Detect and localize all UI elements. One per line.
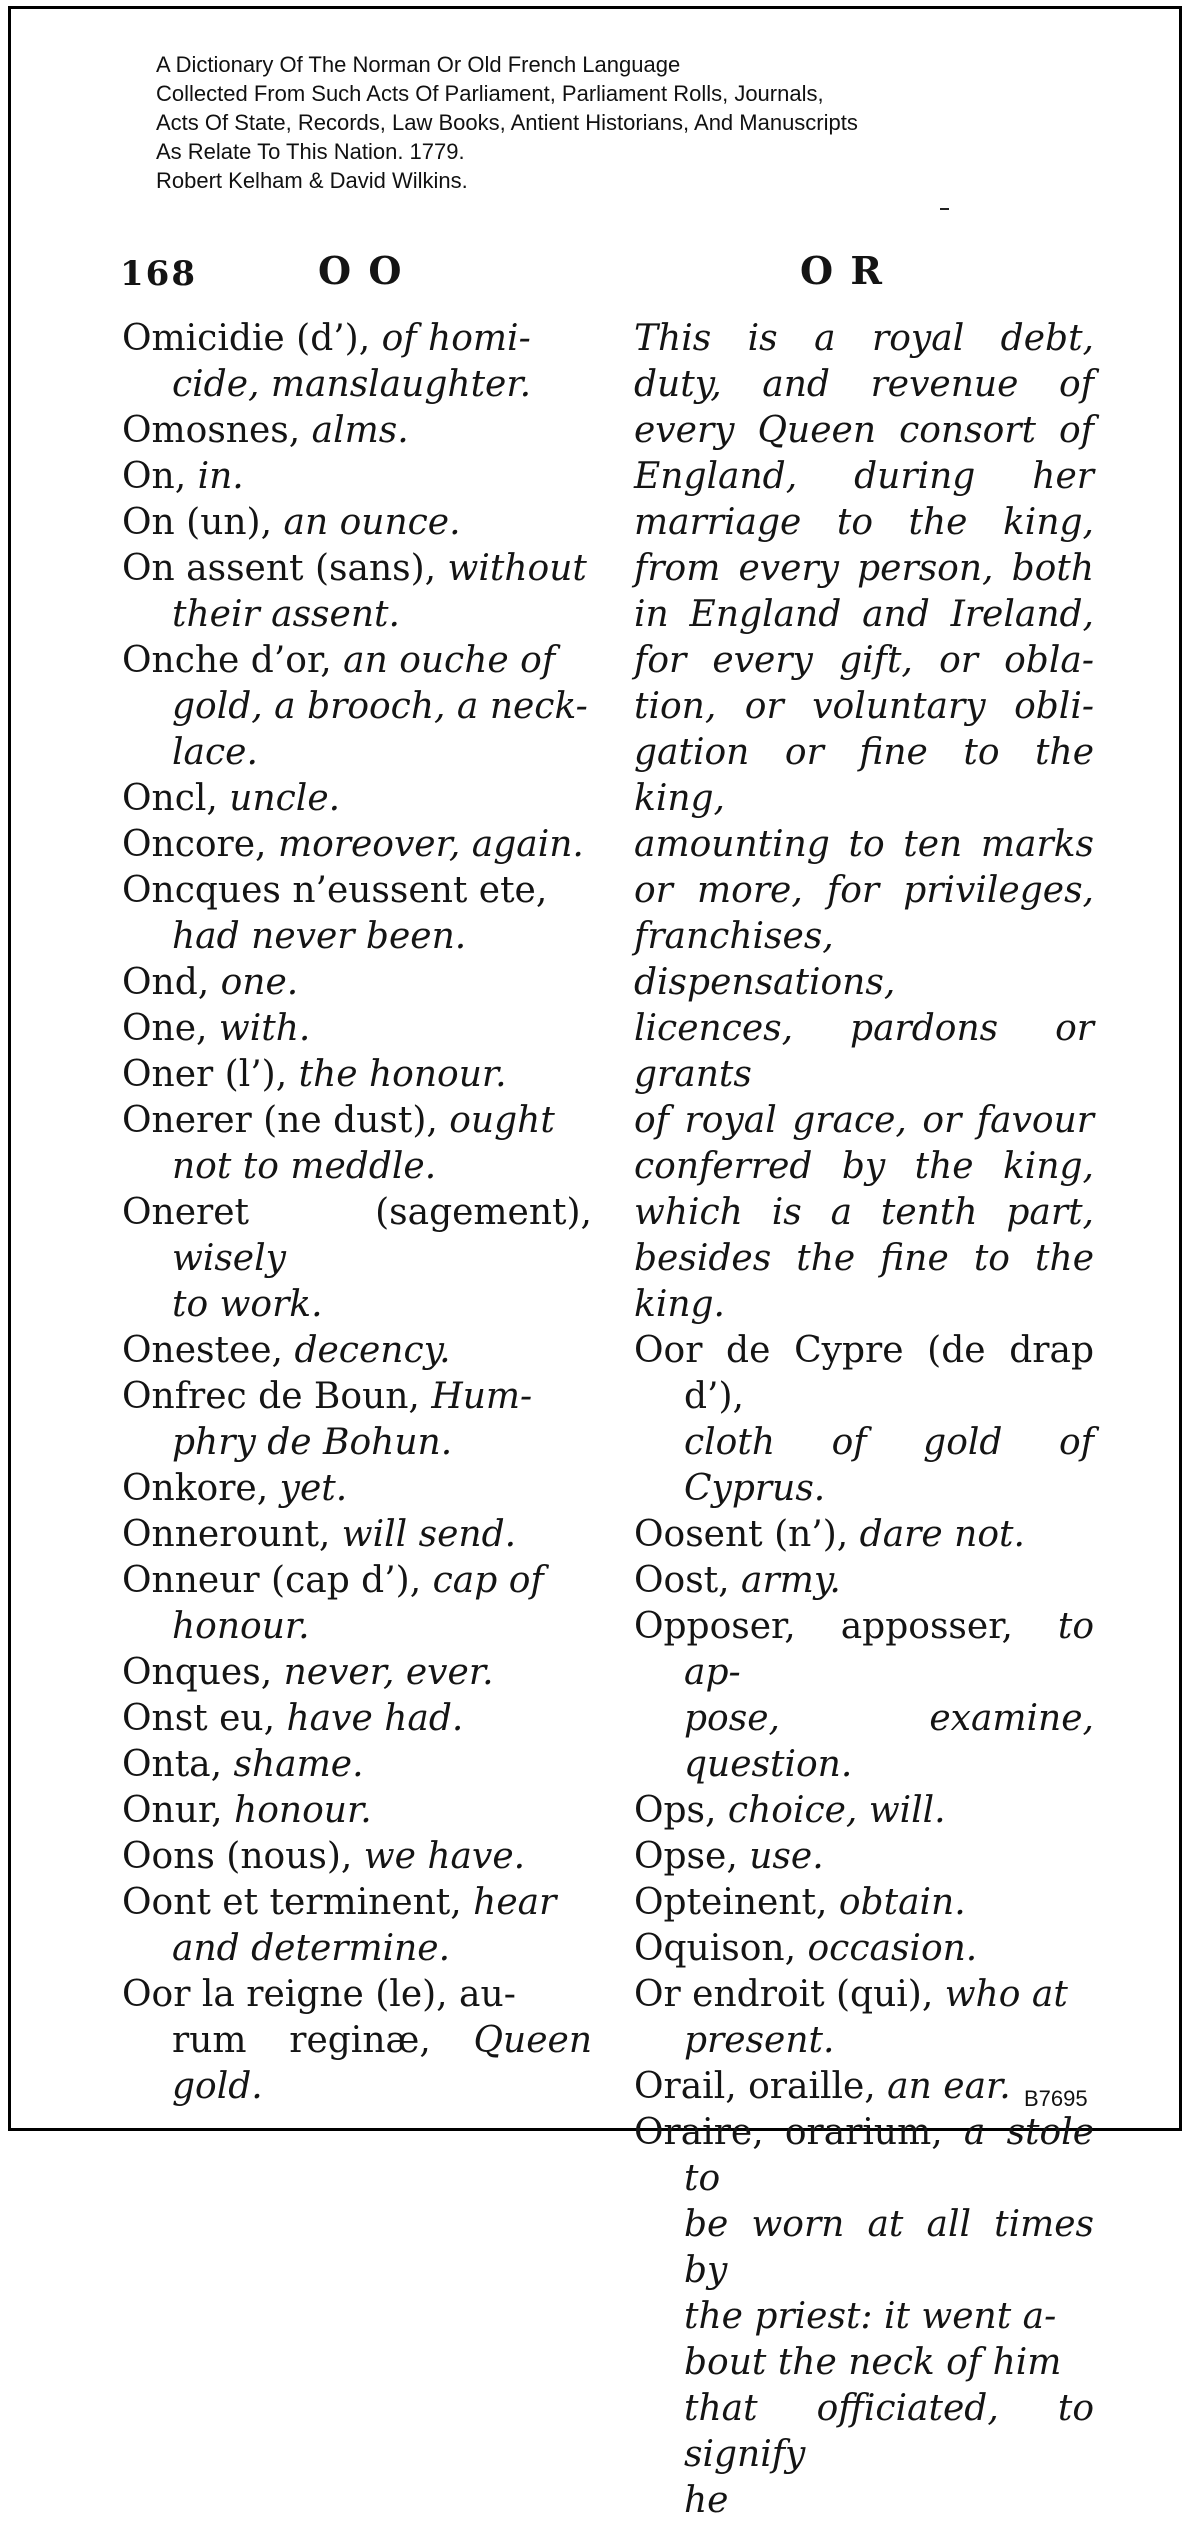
running-head-right: O R xyxy=(800,248,884,293)
entry-headword: On assent (sans), xyxy=(122,548,437,589)
running-head-left: O O xyxy=(318,248,404,293)
entry-gloss: in. xyxy=(186,456,244,497)
entry-gloss: uncle. xyxy=(217,778,341,819)
dictionary-entry xyxy=(122,1512,592,1558)
entry-headword: Or endroit (qui), xyxy=(634,1974,934,2015)
entry-headword: Omosnes, xyxy=(122,410,301,451)
entry-gloss: an ouche of gold, a brooch, a neck- lace. xyxy=(172,640,588,773)
entry-gloss: will send. xyxy=(330,1514,517,1555)
entry-gloss: an ear. xyxy=(875,2066,1011,2107)
header-subtitle-line: Acts Of State, Records, Law Books, Antient Historians, And Manuscripts xyxy=(156,110,858,135)
entry-headword: Oont et terminent, xyxy=(122,1882,462,1923)
entry-gloss: one. xyxy=(209,962,299,1003)
entry-gloss: dare not. xyxy=(848,1514,1025,1555)
entry-headword: Oor la reigne (le), au- rum reginæ, xyxy=(122,1974,516,2061)
entry-gloss: have had. xyxy=(275,1698,464,1739)
entry-gloss: choice, will. xyxy=(716,1790,946,1831)
entry-gloss: with. xyxy=(207,1008,311,1049)
dictionary-entry xyxy=(122,960,592,1006)
entry-headword: Onnerount, xyxy=(122,1514,331,1555)
dictionary-entry xyxy=(122,1466,592,1512)
entry-headword: Onche d’or, xyxy=(122,640,332,681)
entry-gloss: occasion. xyxy=(796,1928,978,1969)
document-header xyxy=(156,50,1056,195)
entry-headword: On, xyxy=(122,456,187,497)
dictionary-entry xyxy=(122,1834,592,1880)
dictionary-entry xyxy=(122,1098,592,1190)
catalog-number: B7695 xyxy=(1024,2086,1088,2111)
entry-gloss: an ounce. xyxy=(272,502,461,543)
entry-headword: Oosent (n’), xyxy=(634,1514,849,1555)
entry-headword: Orail, oraille, xyxy=(634,2066,876,2107)
dictionary-entry xyxy=(122,1696,592,1742)
entry-gloss: shame. xyxy=(222,1744,364,1785)
entry-gloss: of homi- cide, manslaughter. xyxy=(172,318,532,405)
dictionary-entry xyxy=(122,638,592,776)
dictionary-entry xyxy=(634,1834,1094,1880)
entry-gloss: army. xyxy=(729,1560,841,1601)
header-date-line: As Relate To This Nation. 1779. xyxy=(156,139,465,164)
header-title-line: A Dictionary Of The Norman Or Old French Language xyxy=(156,52,681,77)
header-authors-line: Robert Kelham & David Wilkins. xyxy=(156,168,468,193)
continuation-line: besides the fine to the xyxy=(634,1238,1094,1279)
entry-headword: Onneur (cap d’), xyxy=(122,1560,422,1601)
dictionary-entry xyxy=(122,316,592,408)
continuation-line: licences, pardons or grants xyxy=(634,1008,1094,1095)
entry-gloss: we have. xyxy=(352,1836,526,1877)
entry-gloss: honour. xyxy=(222,1790,372,1831)
dictionary-entry xyxy=(634,1972,1094,2064)
entry-headword: Oner (l’), xyxy=(122,1054,288,1095)
dictionary-entry xyxy=(634,1880,1094,1926)
continuation-line: franchises, dispensations, xyxy=(634,916,896,1003)
stray-mark xyxy=(940,208,949,210)
dictionary-entry xyxy=(122,546,592,638)
entry-headword: Ond, xyxy=(122,962,210,1003)
entry-headword: Omicidie (d’), xyxy=(122,318,371,359)
dictionary-entry xyxy=(122,868,592,960)
dictionary-entry xyxy=(634,1558,1094,1604)
dictionary-entry xyxy=(122,1880,592,1972)
entry-headword: Oneret (sagement), xyxy=(122,1192,592,1233)
entry-headword: Opse, xyxy=(634,1836,738,1877)
entry-gloss: the honour. xyxy=(287,1054,507,1095)
entry-headword: Opteinent, xyxy=(634,1882,828,1923)
continuation-line: of royal grace, or favour xyxy=(634,1100,1094,1141)
dictionary-entry xyxy=(122,1558,592,1650)
header-subtitle-line: Collected From Such Acts Of Parliament, Parliament Rolls, Journals, xyxy=(156,81,824,106)
dictionary-entry xyxy=(634,1512,1094,1558)
dictionary-entry xyxy=(634,1328,1094,1512)
entry-headword: Ops, xyxy=(634,1790,717,1831)
entry-headword: Oraire, orarium, xyxy=(634,2112,943,2153)
continuation-line: conferred by the king, xyxy=(634,1146,1094,1187)
continuation-paragraph xyxy=(634,316,1094,1328)
entry-gloss: wisely to work. xyxy=(172,1238,323,1325)
continuation-line: or more, for privileges, xyxy=(634,870,1094,911)
continuation-line: marriage to the king, xyxy=(634,502,1094,543)
entry-headword: Onst eu, xyxy=(122,1698,276,1739)
continuation-line: which is a tenth part, xyxy=(634,1192,1094,1233)
entry-headword: One, xyxy=(122,1008,208,1049)
dictionary-entry xyxy=(634,1788,1094,1834)
dictionary-entry xyxy=(122,822,592,868)
entry-gloss: never, ever. xyxy=(272,1652,494,1693)
entry-gloss: hear and determine. xyxy=(172,1882,557,1969)
entry-headword: Oost, xyxy=(634,1560,730,1601)
entry-gloss: had never been. xyxy=(172,916,467,957)
dictionary-entry xyxy=(122,1006,592,1052)
continuation-line: tion, or voluntary obli- xyxy=(634,686,1094,727)
dictionary-entry xyxy=(634,1926,1094,1972)
dictionary-entry xyxy=(122,1788,592,1834)
continuation-line: duty, and revenue of xyxy=(634,364,1094,405)
right-entries xyxy=(634,1328,1094,2524)
entry-headword: Opposer, apposser, xyxy=(634,1606,1013,1647)
entry-gloss: without their assent. xyxy=(172,548,587,635)
entry-headword: Onta, xyxy=(122,1744,223,1785)
continuation-line: every Queen consort of xyxy=(634,410,1094,451)
dictionary-entry xyxy=(122,1328,592,1374)
entry-headword: Oquison, xyxy=(634,1928,797,1969)
entry-headword: Onkore, xyxy=(122,1468,269,1509)
entry-gloss: cloth of gold of Cyprus. xyxy=(684,1422,1094,1509)
left-column xyxy=(122,316,592,2110)
continuation-line: from every person, both xyxy=(634,548,1094,589)
entry-headword: On (un), xyxy=(122,502,273,543)
dictionary-entry xyxy=(122,1190,592,1328)
entry-gloss: alms. xyxy=(300,410,409,451)
continuation-line: England, during her xyxy=(634,456,1094,497)
continuation-line: for every gift, or obla- xyxy=(634,640,1094,681)
page-number: 168 xyxy=(120,254,197,294)
entry-gloss: ought not to meddle. xyxy=(172,1100,555,1187)
right-column xyxy=(634,316,1094,2524)
dictionary-entry xyxy=(122,408,592,454)
entry-headword: Oncques n’eussent ete, xyxy=(122,870,548,911)
dictionary-entry xyxy=(122,1742,592,1788)
continuation-line: gation or fine to the king, xyxy=(634,732,1094,819)
entry-headword: Onur, xyxy=(122,1790,223,1831)
dictionary-entry xyxy=(122,1972,592,2110)
entry-gloss: obtain. xyxy=(827,1882,966,1923)
dictionary-entry xyxy=(122,1052,592,1098)
entry-headword: Oons (nous), xyxy=(122,1836,353,1877)
entry-headword: Onerer (ne dust), xyxy=(122,1100,438,1141)
entry-gloss: a stole to be worn at all times by the priest: it went a- bout the neck of him that officiated, to signify he xyxy=(684,2112,1094,2521)
entry-gloss: Queen gold. xyxy=(172,2020,593,2107)
entry-gloss: to ap- pose, examine, question. xyxy=(684,1606,1094,1785)
entry-gloss: decency. xyxy=(283,1330,451,1371)
dictionary-entry xyxy=(122,454,592,500)
entry-gloss: use. xyxy=(737,1836,824,1877)
entry-gloss: who at present. xyxy=(684,1974,1068,2061)
entry-gloss: Hum- phry de Bohun. xyxy=(172,1376,533,1463)
entry-gloss: moreover, again. xyxy=(266,824,584,865)
entry-headword: Oor de Cypre (de drap d’), xyxy=(634,1330,1094,1417)
entry-headword: Oncore, xyxy=(122,824,267,865)
entry-gloss: yet. xyxy=(268,1468,348,1509)
entry-headword: Onfrec de Boun, xyxy=(122,1376,420,1417)
continuation-line: king. xyxy=(634,1284,726,1325)
continuation-line: amounting to ten marks xyxy=(634,824,1094,865)
dictionary-entry xyxy=(122,776,592,822)
dictionary-entry xyxy=(122,1374,592,1466)
dictionary-entry xyxy=(122,500,592,546)
dictionary-entry xyxy=(634,1604,1094,1788)
entry-headword: Oncl, xyxy=(122,778,218,819)
entry-headword: Onques, xyxy=(122,1652,273,1693)
continuation-line: This is a royal debt, xyxy=(634,318,1094,359)
dictionary-entry xyxy=(122,1650,592,1696)
entry-headword: Onestee, xyxy=(122,1330,283,1371)
continuation-line: in England and Ireland, xyxy=(634,594,1094,635)
entry-gloss: cap of honour. xyxy=(172,1560,544,1647)
dictionary-entry xyxy=(634,2110,1094,2524)
